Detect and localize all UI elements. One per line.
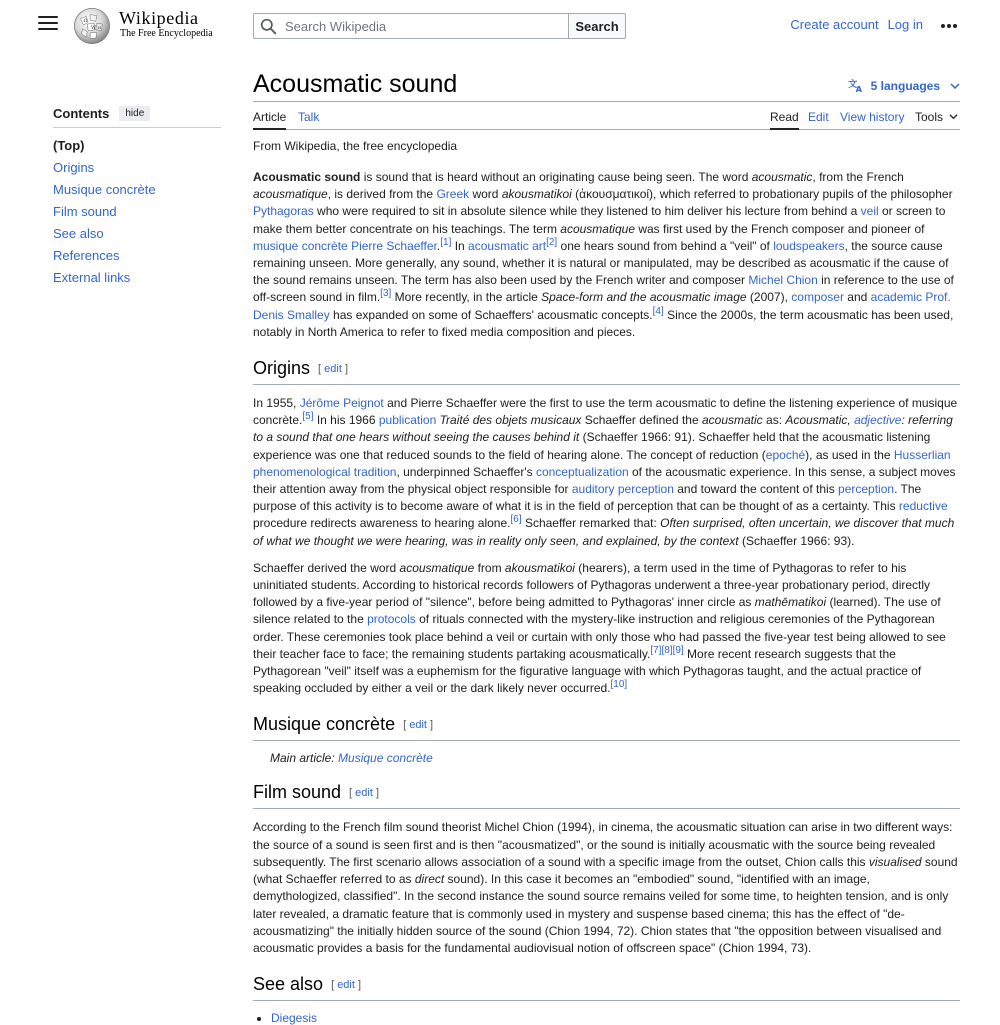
origins-paragraph-1: In 1955, Jérôme Peignot and Pierre Schaeffer were the first to use the term acousmatic to define the listening experience of musique concrète.[5] In his 1966 publication Traité des objets musicaux Schaeffer defined the acousmatic as: Acousmatic, adjective: referring to a sound that one hears without seeing the causes behind it (Schaeffer 1966: 91). Schaeffer held that the acousmatic listening experience was one that reduced sounds to the field of hearing alone. The concept of reduction (epoché), as used in the Husserlian phenomenological tradition, underpinned Schaeffer's conceptualization of the acousmatic experience. In this sense, a subject moves their attention away from the physical object responsible for auditory perception and toward the content of this perception. The purpose of this activity is to become aware of what it is in the field of perception that can be thought of as a certainty. This reductive procedure redirects awareness to hearing alone.[6] Schaeffer remarked that: Often surprised, often uncertain, we discover that much of what we thought we were hearing, was in reality only seen, and explained, by the context (Schaeffer 1966: 93). xyxy=(253,396,958,548)
chevron-down-icon xyxy=(950,81,960,91)
see-also-list xyxy=(253,1011,960,1025)
wiki-link[interactable]: protocols xyxy=(367,612,416,627)
wiki-link[interactable]: Pierre Schaeffer xyxy=(351,238,437,253)
wiki-link[interactable]: musique concrète xyxy=(253,238,348,253)
bold-term: Acousmatic sound xyxy=(253,170,361,184)
section-heading-see-also xyxy=(253,973,960,1001)
more-options-icon[interactable] xyxy=(941,24,957,28)
wiki-link[interactable]: publication xyxy=(378,413,437,428)
user-links xyxy=(790,17,958,32)
toc-item-external-links[interactable]: External links xyxy=(53,270,131,285)
wiki-link[interactable]: composer xyxy=(791,290,844,305)
section-heading-film-sound xyxy=(253,781,960,809)
wiki-link[interactable]: auditory perception xyxy=(571,482,674,497)
edit-section-link[interactable]: [ edit ] xyxy=(403,719,434,732)
italic-text: Traité des objets musicaux xyxy=(439,413,582,428)
wiki-link[interactable]: Prof. Denis Smalley xyxy=(253,290,951,322)
tab-view-history[interactable]: View history xyxy=(840,110,905,124)
italic-text: akousmatikoi xyxy=(504,560,575,575)
svg-text:W: W xyxy=(91,25,96,31)
wiki-link[interactable]: veil xyxy=(860,204,879,219)
toc-item-see-also[interactable]: See also xyxy=(53,226,104,241)
language-count: 5 languages xyxy=(870,78,940,93)
edit-label[interactable]: edit xyxy=(409,719,427,732)
main-menu-icon[interactable] xyxy=(38,16,58,34)
tagline: From Wikipedia, the free encyclopedia xyxy=(253,139,458,153)
page-title: Acousmatic sound xyxy=(253,70,458,98)
edit-section-link[interactable]: [ edit ] xyxy=(318,363,349,376)
edit-label[interactable]: edit xyxy=(355,787,373,800)
table-of-contents xyxy=(53,106,221,290)
italic-text: acousmatic xyxy=(701,413,763,428)
wordmark-tagline: The Free Encyclopedia xyxy=(120,28,213,39)
heading-text: Film sound xyxy=(253,782,342,803)
wiki-link[interactable]: Husserlian phenomenological tradition xyxy=(253,447,951,479)
toc-hide-button[interactable]: hide xyxy=(119,106,150,121)
toc-title: Contents xyxy=(53,106,110,121)
toc-item-musique-concrete[interactable]: Musique concrète xyxy=(53,182,156,197)
origins-paragraph-2: Schaeffer derived the word acousmatique from akousmatikoi (hearers), a term used in the time of Pythagoras to refer to his uninitiated students. According to historical records followers of Pythagoras underwent a three-year probationary period, directly followed by a five-year period of "silence", before being admitted to Pythagoras' inner circle as mathēmatikoi (learned). The use of silence related to the protocols of rituals connected with the mystery-like instruction and religious ceremonies of the Pythagorean order. These ceremonies took place behind a veil or curtain with only those who had passed the five-year test being allowed to see their teacher face to face; the remaining students partaking acousmatically.[7][8][9] More recent research suggests that the Pythagorean "veil" itself was a euphemism for the figurative language with which Pythagoras taught, and the actual practice of speaking occluded by either a veil or the dark likely never occurred.[10] xyxy=(253,560,946,696)
wiki-link[interactable]: Greek xyxy=(436,187,470,202)
language-icon xyxy=(848,78,865,93)
lead-paragraph: Acousmatic sound is sound that is heard without an originating cause being seen. The word acousmatic, from the French acousmatique, is derived from the Greek word akousmatikoi (ἀκουσματικοί), which referred to probationary pupils of the philosopher Pythagoras who were required to sit in absolute silence while they listened to him deliver his lecture from behind a veil or screen to make them better concentrate on his teachings. The term acousmatique was first used by the French composer and pioneer of musique concrète Pierre Schaeffer.[1] In acousmatic art[2] one hears sound from behind a "veil" of loudspeakers, the source cause remaining unseen. More generally, any sound, whether it is natural or manipulated, may be described as acousmatic if the cause of the sound remains unseen. The term has also been used by the French writer and composer Michel Chion in reference to the use of off-screen sound in film.[3] More recently, in the article Space-form and the acousmatic image (2007), composer and academic Prof. Denis Smalley has expanded on some of Schaeffers' acousmatic concepts.[4] Since the 2000s, the term acousmatic has been used, notably in North America to refer to fixed media composition and pieces. xyxy=(253,170,954,339)
edit-label[interactable]: edit xyxy=(324,363,342,376)
search-form xyxy=(253,13,626,39)
edit-label[interactable]: edit xyxy=(337,979,355,992)
language-selector[interactable] xyxy=(848,78,960,93)
tab-edit[interactable]: Edit xyxy=(808,110,829,124)
main-article-hatnote xyxy=(270,751,960,765)
italic-text: direct xyxy=(414,872,445,887)
search-icon xyxy=(260,18,277,35)
italic-text: visualised xyxy=(868,854,922,869)
article-content xyxy=(253,70,960,1025)
see-also-link-diegesis[interactable]: Diegesis xyxy=(271,1011,318,1025)
search-input[interactable] xyxy=(283,18,533,35)
citation-ref[interactable]: [3] xyxy=(380,288,392,300)
citation-ref[interactable]: [10] xyxy=(610,679,628,691)
edit-section-link[interactable]: [ edit ] xyxy=(349,787,380,800)
italic-text: acousmatique xyxy=(399,560,475,575)
svg-text:Ω: Ω xyxy=(83,19,88,25)
italic-text: acousmatic xyxy=(751,170,813,184)
wiki-link[interactable]: Jérôme Peignot xyxy=(299,396,384,411)
svg-text:A: A xyxy=(855,84,862,93)
italic-text: akousmatikoi xyxy=(501,187,572,202)
wiki-link[interactable]: Pythagoras xyxy=(253,204,314,219)
tab-article[interactable]: Article xyxy=(253,110,286,130)
log-in-link[interactable]: Log in xyxy=(887,17,923,32)
citation-ref[interactable]: [7][8][9] xyxy=(650,644,684,656)
italic-text: mathēmatikoi xyxy=(754,595,827,610)
svg-text:И: И xyxy=(97,24,102,30)
toc-item-top[interactable]: (Top) xyxy=(53,138,85,153)
list-item xyxy=(271,1011,960,1025)
create-account-link[interactable]: Create account xyxy=(790,17,879,32)
main-article-link[interactable]: Musique concrète xyxy=(338,751,433,766)
section-heading-origins xyxy=(253,357,960,385)
edit-section-link[interactable]: [ edit ] xyxy=(331,979,362,992)
tools-label: Tools xyxy=(915,110,944,124)
title-row xyxy=(253,70,960,102)
heading-text: Musique concrète xyxy=(253,714,396,735)
search-box[interactable] xyxy=(253,13,568,39)
page-tabs xyxy=(253,102,960,130)
wikipedia-wordmark[interactable] xyxy=(119,8,219,40)
site-header xyxy=(0,0,1000,52)
italic-text: Acousmatic, xyxy=(785,413,855,428)
toc-header xyxy=(53,106,221,128)
citation-ref[interactable]: [1] xyxy=(440,236,452,248)
section-heading-musique-concrete xyxy=(253,713,960,741)
citation-ref[interactable]: [5] xyxy=(302,411,314,423)
heading-text: Origins xyxy=(253,358,311,379)
tab-read[interactable]: Read xyxy=(770,110,799,130)
heading-text: See also xyxy=(253,974,324,995)
wiki-link[interactable]: loudspeakers xyxy=(773,238,845,253)
hatnote-prefix: Main article: xyxy=(270,751,339,766)
toc-item-origins[interactable]: Origins xyxy=(53,160,95,175)
italic-text: Often surprised, often uncertain, we discover that much of what we thought we were hearing, was in reality only seen, and explained, by the context xyxy=(253,516,955,548)
wiki-link[interactable]: academic xyxy=(870,290,923,305)
svg-text:文: 文 xyxy=(847,79,857,91)
toc-item-film-sound[interactable]: Film sound xyxy=(53,204,117,219)
wikipedia-globe-logo[interactable] xyxy=(72,7,112,45)
toc-list xyxy=(53,136,221,290)
wiki-link[interactable]: conceptualization xyxy=(535,464,629,479)
wordmark-title: Wikipedia xyxy=(119,8,199,28)
italic-text: acousmatique xyxy=(560,221,635,236)
search-button[interactable]: Search xyxy=(568,13,626,39)
citation-ref[interactable]: [2] xyxy=(546,236,558,248)
wiki-link[interactable]: Michel Chion xyxy=(748,273,818,288)
wiki-link[interactable]: acousmatic art xyxy=(468,238,547,253)
film-paragraph: According to the French film sound theorist Michel Chion (1994), in cinema, the acousmatic situation can arise in two different ways: the source of a sound is seen first and is then "acousmatized", or the sound is initially acousmatic with the source being revealed subsequently. The first scenario allows association of a sound with a specific image from the outset, Chion calls this visualised sound (what Schaeffer referred to as direct sound). In this case it becomes an "embodied" sound, "identified with an image, demythologized, classified". In the second instance the sound source remains veiled for some time, to heighten tension, and is only later revealed, a dramatic feature that is commonly used in mystery and suspense based cinema; this has the effect of "de-acousmatizing" the initially hidden source of the sound (Chion 1994, 72). Chion states that "the opposition between visualised and acousmatic provides a basis for the fundamental audiovisual notion of offscreen space" (Chion 1994, 73). xyxy=(253,820,958,955)
wiki-link[interactable]: epoché xyxy=(765,447,806,462)
citation-ref[interactable]: [4] xyxy=(652,305,664,317)
italic-text: Space-form and the acousmatic image xyxy=(541,290,747,305)
wiki-link[interactable]: reductive xyxy=(898,499,948,514)
wiki-link[interactable]: perception xyxy=(838,482,895,497)
citation-ref[interactable]: [6] xyxy=(510,514,522,526)
chevron-down-icon xyxy=(949,112,958,121)
italic-text: : referring to a sound that one hears without seeing the causes behind it xyxy=(253,413,953,445)
italic-text: acousmatique xyxy=(253,187,328,202)
tab-talk[interactable]: Talk xyxy=(298,110,320,124)
toc-item-references[interactable]: References xyxy=(53,248,120,263)
tab-tools[interactable] xyxy=(915,110,958,130)
wiki-link[interactable]: adjective xyxy=(854,413,902,428)
